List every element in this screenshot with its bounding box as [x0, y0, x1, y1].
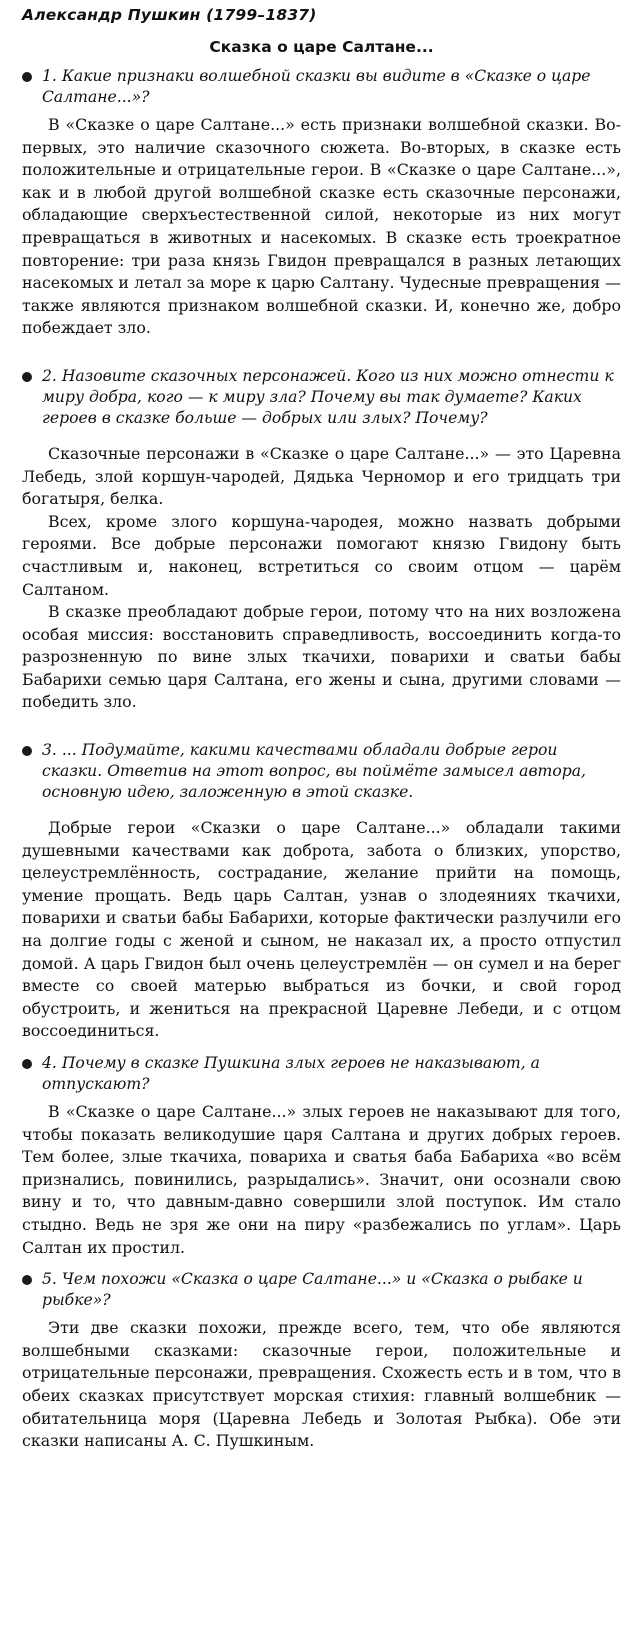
question-text: 5. Чем похожи «Сказка о царе Салтане...» и «Сказка о рыбаке и рыбке»? [42, 1270, 583, 1310]
bullet-icon [22, 372, 32, 382]
question-text: 4. Почему в сказке Пушкина злых героев не наказывают, а отпускают? [42, 1054, 540, 1093]
answer-paragraph: В сказке преобладают добрые герои, потому что на них возложена особая миссия: восстановить справедливость, воссоединить когда-то разрозненную по вине злых ткачихи, поварихи и сватьи бабы Бабарихи семью царя Салтана, его жены и сына, другими словами — победить зло. [22, 602, 621, 712]
question-text: 3. ... Подумайте, какими качествами обладали добрые герои сказки. Ответив на этот вопрос, вы поймёте замысел автора, основную идею, заложенную в этой сказке. [42, 741, 586, 802]
page-title: Сказка о царе Салтане... [209, 38, 434, 56]
answer-1 [22, 114, 621, 340]
answer-paragraph: В «Сказке о царе Салтане...» злых героев не наказывают для того, чтобы показать великодушие царя Салтана и других добрых героев. Тем более, злые ткачиха, повариха и сватья баба Бабариха «во всём признались, повинились, разрыдались». Значит, они осознали свою вину и то, что давным-давно совершили злой поступок. Им стало стыдно. Ведь не зря же они на пиру «разбежались по углам». Царь Салтан их простил. [22, 1102, 621, 1257]
bullet-icon [22, 1275, 32, 1285]
answer-paragraph: Эти две сказки похожи, прежде всего, тем, что обе являются волшебными сказками: сказочные герои, положительные и отрицательные персонажи, превращения. Схожесть есть и в том, что в обеих сказках присутствует морская стихия: главный волшебник — обитательница моря (Царевна Лебедь и Золотая Рыбка). Обе эти сказки написаны А. С. Пушкиным. [22, 1318, 621, 1451]
answer-2 [22, 443, 621, 714]
question-1 [22, 66, 621, 108]
author-heading: Александр Пушкин (1799–1837) [22, 6, 317, 24]
question-5 [22, 1269, 621, 1311]
question-3 [22, 740, 621, 803]
bullet-icon [22, 746, 32, 756]
question-2 [22, 366, 621, 429]
bullet-icon [22, 72, 32, 82]
answer-paragraph: Добрые герои «Сказки о царе Салтане...» обладали такими душевными качествами как доброта, забота о близких, упорство, целеустремлённость, сострадание, желание прийти на помощь, умение прощать. Ведь царь Салтан, узнав о злодеяниях ткачихи, поварихи и сватьи бабы Бабарихи, которые фактически разлучили его на долгие годы с женой и сыном, не наказал их, а просто отпустил домой. А царь Гвидон был очень целеустремлён — он сумел и на берег вместе со своей матерью выбраться из бочки, и свой город обустроить, и жениться на прекрасной Царевне Лебеди, и с отцом воссоединиться. [22, 818, 621, 1041]
question-text: 1. Какие признаки волшебной сказки вы видите в «Сказке о царе Салтане...»? [42, 67, 591, 106]
answer-paragraph: Всех, кроме злого коршуна-чародея, можно назвать добрыми героями. Все добрые персонажи помогают князю Гвидону быть счастливым и, наконец, встретиться со своим отцом — царём Салтаном. [22, 511, 621, 599]
bullet-icon [22, 1059, 32, 1069]
question-text: 2. Назовите сказочных персонажей. Кого из них можно отнести к миру добра, кого — к миру зла? Почему вы так думаете? Каких героев в сказке больше — добрых или злых? Почему? [42, 366, 614, 427]
answer-paragraph: Сказочные персонажи в «Сказке о царе Салтане...» — это Царевна Лебедь, злой коршун-чародей, Дядька Черномор и его тридцать три богатыря, белка. [22, 443, 621, 509]
answer-3 [22, 817, 621, 1043]
question-4 [22, 1053, 621, 1095]
answer-paragraph: В «Сказке о царе Салтане...» есть признаки волшебной сказки. Во-первых, это наличие сказочного сюжета. Во-вторых, в сказке есть положительные и отрицательные герои. В «Сказке о царе Салтане...», как и в любой другой волшебной сказке есть сказочные персонажи, обладающие сверхъестественной силой, некоторые из них могут превращаться в животных и насекомых. В сказке есть троекратное повторение: три раза князь Гвидон превращался в разных летающих насекомых и летал за море к царю Салтану. Чудесные превращения — также являются признаком волшебной сказки. И, конечно же, добро побеждает зло. [22, 115, 621, 338]
answer-5 [22, 1317, 621, 1453]
answer-4 [22, 1101, 621, 1259]
